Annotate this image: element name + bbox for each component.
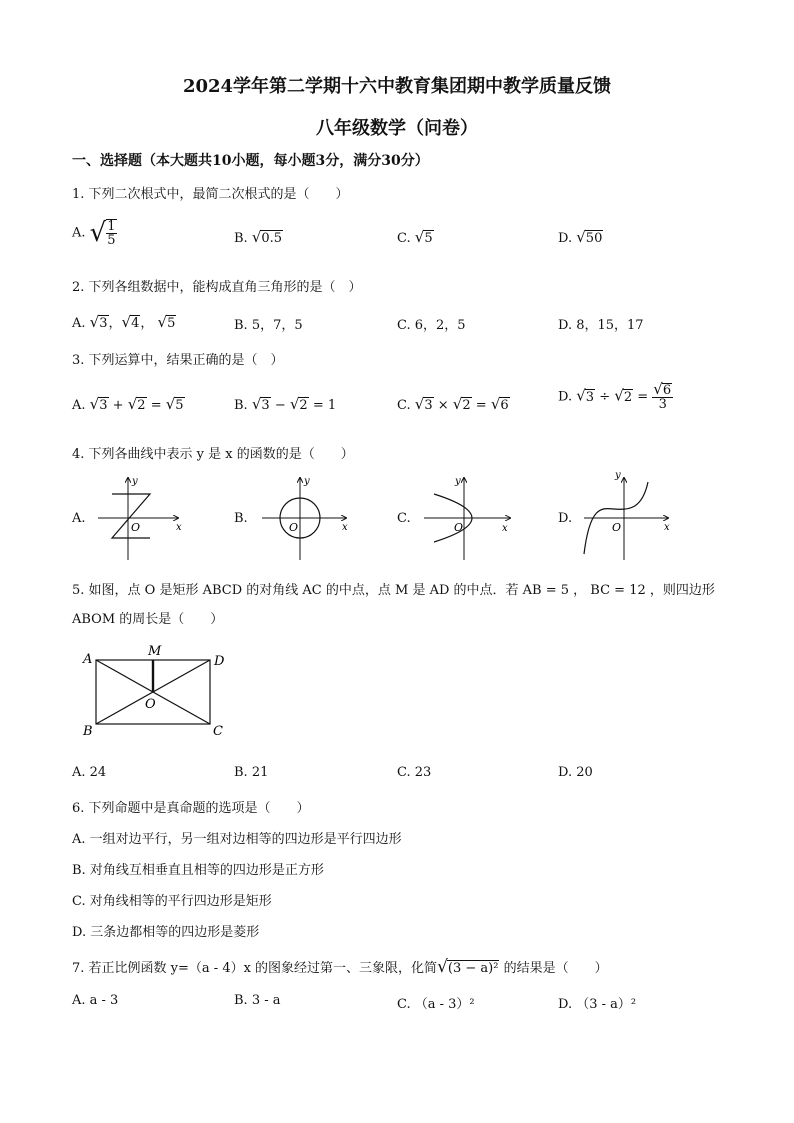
section-heading: 一、选择题（本大题共10小题，每小题3分，满分30分） (72, 153, 429, 169)
q5-option-b: B. 21 (234, 765, 269, 780)
fig-label-a: A (83, 652, 93, 667)
graph-d-y-label: y (615, 470, 621, 481)
q5-option-d: D. 20 (558, 765, 593, 780)
fig-label-c: C (213, 724, 223, 739)
q4-option-d-label: D. (558, 511, 573, 526)
q5-option-c: C. 23 (397, 765, 432, 780)
graph-d-origin: O (612, 521, 622, 534)
q6-stem: 6. 下列命题中是真命题的选项是（ ） (72, 801, 310, 816)
q5-stem-line1: 5. 如图，点 O 是矩形 ABCD 的对角线 AC 的中点，点 M 是 AD 的中点．若 AB = 5 ， BC = 12 ，则四边形 (72, 583, 715, 598)
exam-title: 2024学年第二学期十六中教育集团期中教学质量反馈 (182, 76, 612, 97)
graph-b-y-label: y (304, 476, 310, 487)
q7-option-b: B. 3 - a (234, 993, 281, 1008)
graph-a-y-label: y (132, 476, 138, 487)
q1-stem: 1. 下列二次根式中，最简二次根式的是（ ） (72, 187, 349, 202)
graph-d-x-label: x (664, 522, 670, 533)
graph-b-x-label: x (342, 522, 348, 533)
q6-option-a: A. 一组对边平行，另一组对边相等的四边形是平行四边形 (72, 832, 402, 847)
q2-option-d: D. 8，15，17 (558, 318, 644, 333)
q3-option-d: D. √3 ÷ √2 = $\frac{√6}{3}$ (558, 380, 672, 412)
graph-b (262, 476, 348, 560)
q1-option-d: D. √50 (558, 228, 603, 246)
q5-rectangle-figure (82, 644, 225, 739)
q2-option-c: C. 6，2，5 (397, 318, 466, 333)
q5-option-a: A. 24 (72, 765, 107, 780)
q4-stem: 4. 下列各曲线中表示 y 是 x 的函数的是（ ） (72, 447, 354, 462)
graph-d (584, 470, 670, 560)
q4-option-c-label: C. (397, 511, 411, 526)
q7-option-d: D. （3 - a）² (558, 997, 637, 1012)
q3-option-a: A. √3 + √2 = √5 (72, 395, 184, 413)
q6-option-c: C. 对角线相等的平行四边形是矩形 (72, 894, 272, 909)
fig-label-o: O (145, 697, 156, 712)
q7-stem: 7. 若正比例函数 y=（a - 4）x 的图象经过第一、三象限，化简√(3 − a)² 的结果是（ ） (72, 957, 608, 977)
q2-option-b: B. 5，7，5 (234, 318, 303, 333)
q4-option-b-label: B. (234, 511, 248, 526)
q6-option-d: D. 三条边都相等的四边形是菱形 (72, 925, 260, 940)
q3-option-b: B. √3 − √2 = 1 (234, 395, 337, 413)
q7-option-a: A. a - 3 (72, 993, 119, 1008)
q6-option-b: B. 对角线互相垂直且相等的四边形是正方形 (72, 863, 324, 878)
q4-option-a-label: A. (72, 511, 86, 526)
graph-c-y-label: y (455, 476, 461, 487)
q2-stem: 2. 下列各组数据中，能构成直角三角形的是（ ） (72, 280, 362, 295)
q7-option-c: C. （a - 3）² (397, 997, 475, 1012)
graph-c-x-label: x (502, 523, 508, 534)
graph-a-origin: O (131, 521, 141, 534)
fig-label-b: B (83, 724, 93, 739)
q3-stem: 3. 下列运算中，结果正确的是（ ） (72, 353, 284, 368)
graph-a (98, 476, 182, 560)
q2-option-a: A. √3，√4， √5 (72, 313, 176, 331)
fig-label-d: D (214, 654, 225, 669)
q5-stem-line2: ABOM 的周长是（ ） (72, 612, 224, 627)
q3-option-c: C. √3 × √2 = √6 (397, 395, 509, 413)
graph-a-x-label: x (176, 522, 182, 533)
graph-b-origin: O (289, 521, 299, 534)
q1-option-a: A. √ $\frac{1}{5}$ (72, 218, 116, 248)
exam-subtitle: 八年级数学（问卷） (316, 118, 478, 139)
q1-option-b: B. √0.5 (234, 228, 283, 246)
graph-c (424, 476, 510, 560)
fig-label-m: M (148, 644, 162, 659)
graph-c-origin: O (454, 521, 464, 534)
q1-option-c: C. √5 (397, 228, 433, 246)
